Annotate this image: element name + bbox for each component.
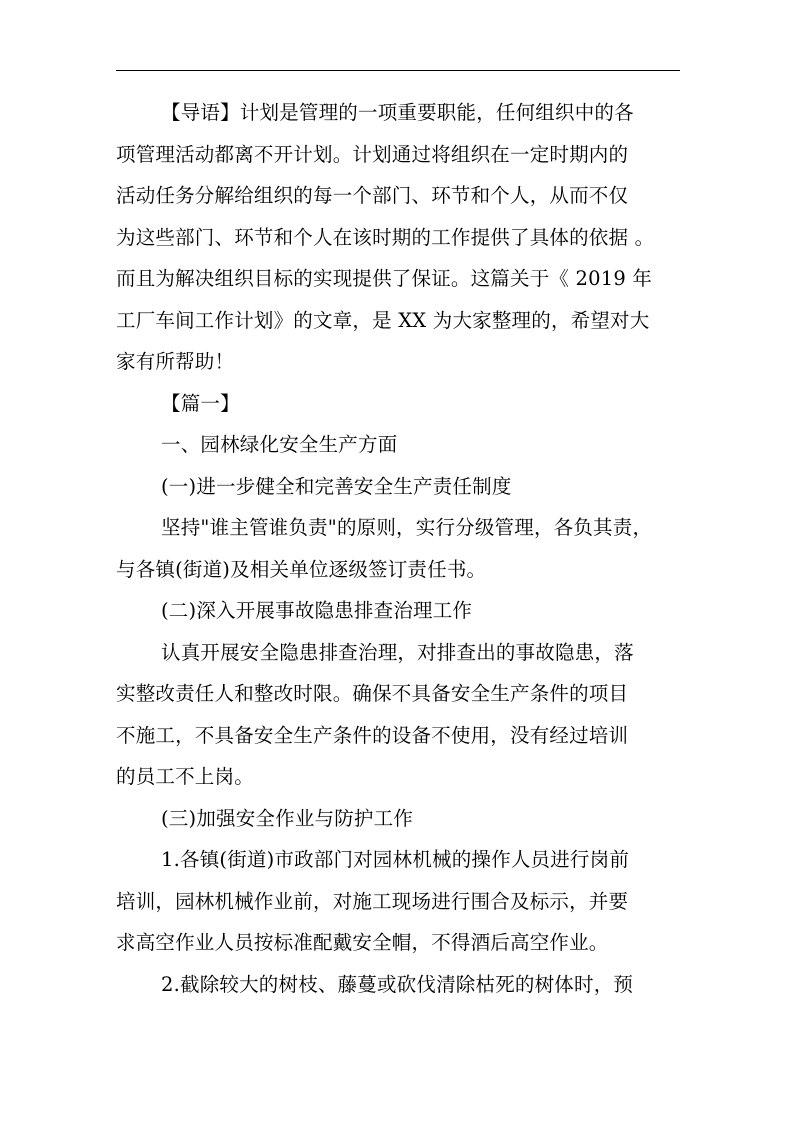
paragraph-line: 实整改责任人和整改时限。确保不具备安全生产条件的项目 xyxy=(116,682,629,705)
paragraph-line: 与各镇(街道)及相关单位逐级签订责任书。 xyxy=(116,557,487,581)
paragraph-line: 项管理活动都离不开计划。计划通过将组织在一定时期内的 xyxy=(116,142,629,166)
document-body xyxy=(116,92,682,1005)
section-heading: 【篇一】 xyxy=(161,391,240,415)
paragraph-line: 家有所帮助！ xyxy=(116,350,235,373)
paragraph-line: 1.各镇(街道)市政部门对园林机械的操作人员进行岗前 xyxy=(161,848,630,871)
paragraph-line: 不施工，不具备安全生产条件的设备不使用，没有经过培训 xyxy=(116,723,629,747)
paragraph-line: 【导语】计划是管理的一项重要职能，任何组织中的各 xyxy=(161,101,634,124)
paragraph-line: 坚持"谁主管谁负责"的原则，实行分级管理，各负其责， xyxy=(161,516,653,539)
header-rule xyxy=(116,70,680,71)
paragraph-line: 的员工不上岗。 xyxy=(116,765,254,788)
subsection-heading: (一)进一步健全和完善安全生产责任制度 xyxy=(161,474,512,498)
paragraph-line: 而且为解决组织目标的实现提供了保证。这篇关于《 2019 年 xyxy=(116,267,653,290)
paragraph-line: 2.截除较大的树枝、藤蔓或砍伐清除枯死的树体时，预 xyxy=(161,972,634,996)
paragraph-line: 认真开展安全隐患排查治理，对排查出的事故隐患，落 xyxy=(161,640,634,664)
paragraph-line: 求高空作业人员按标准配戴安全帽，不得酒后高空作业。 xyxy=(116,931,609,954)
subsection-heading: (二)深入开展事故隐患排查治理工作 xyxy=(161,599,473,622)
paragraph-line: 活动任务分解给组织的每一个部门、环节和个人，从而不仅 xyxy=(116,184,629,207)
paragraph-line: 培训，园林机械作业前，对施工现场进行围合及标示，并要 xyxy=(116,889,629,913)
subsection-heading: (三)加强安全作业与防护工作 xyxy=(161,806,414,830)
section-heading: 一、园林绿化安全生产方面 xyxy=(161,433,398,456)
paragraph-line: 工厂车间工作计划》的文章，是 XX 为大家整理的，希望对大 xyxy=(116,308,650,332)
paragraph-line: 为这些部门、环节和个人在该时期的工作提供了具体的依据 。 xyxy=(116,225,655,249)
